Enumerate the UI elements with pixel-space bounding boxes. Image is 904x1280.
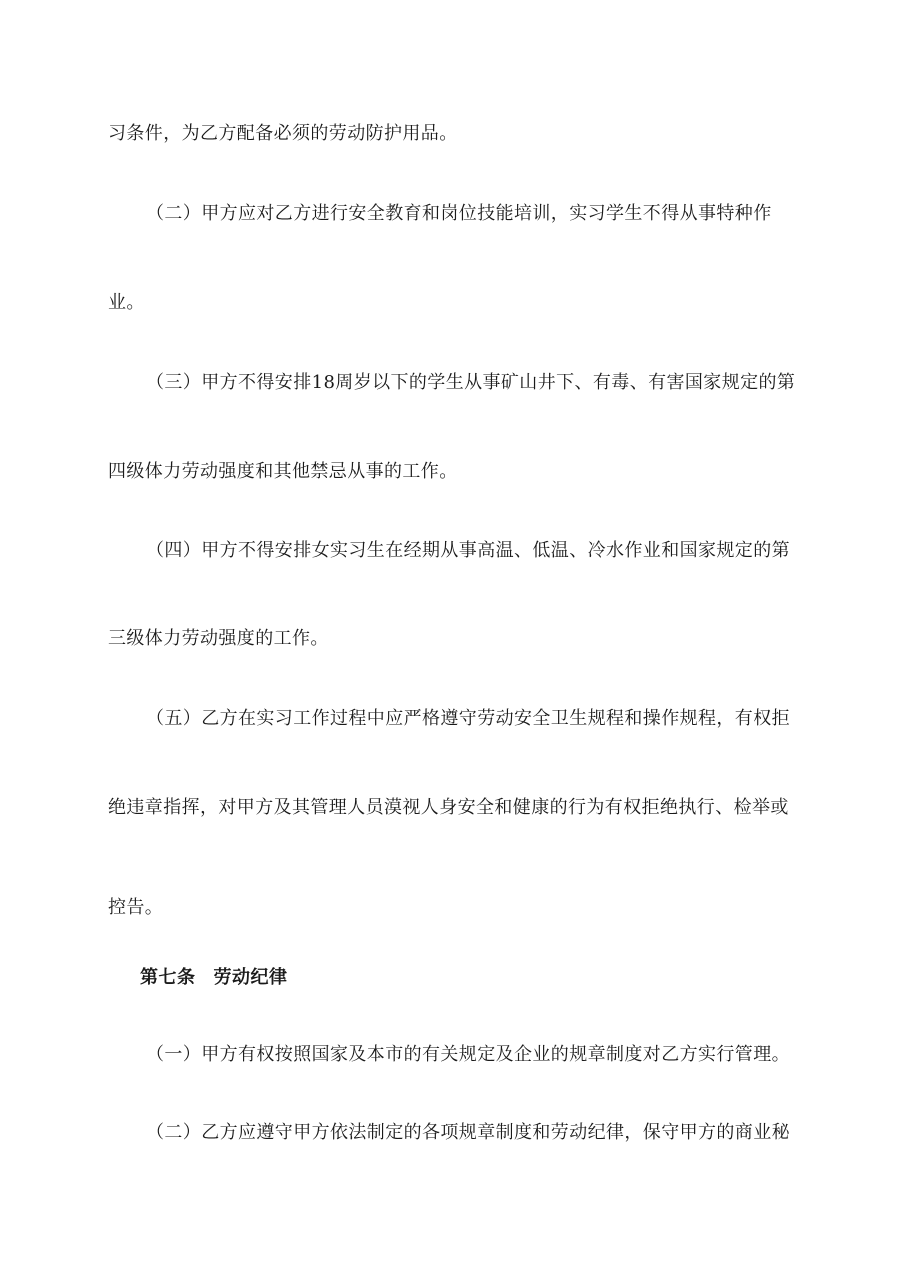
- paragraph-line: 三级体力劳动强度的工作。: [108, 628, 329, 649]
- paragraph-line: （二）乙方应遵守甲方依法制定的各项规章制度和劳动纪律，保守甲方的商业秘: [146, 1122, 790, 1143]
- article-number: 第七条: [140, 967, 196, 988]
- article-title: 劳动纪律: [213, 967, 288, 988]
- paragraph-line: 控告。: [108, 897, 164, 918]
- paragraph-line: 业。: [108, 292, 145, 313]
- paragraph-line: （一）甲方有权按照国家及本市的有关规定及企业的规章制度对乙方实行管理。: [146, 1044, 790, 1065]
- paragraph-line: 四级体力劳动强度和其他禁忌从事的工作。: [108, 461, 458, 482]
- paragraph-line: （五）乙方在实习工作过程中应严格遵守劳动安全卫生规程和操作规程，有权拒: [146, 708, 790, 729]
- paragraph-line: （二）甲方应对乙方进行安全教育和岗位技能培训，实习学生不得从事特种作: [146, 203, 772, 224]
- paragraph-line: 习条件，为乙方配备必须的劳动防护用品。: [108, 123, 458, 144]
- paragraph-line: （四）甲方不得安排女实习生在经期从事高温、低温、冷水作业和国家规定的第: [146, 540, 790, 561]
- article-heading: [140, 966, 830, 990]
- paragraph-line: （三）甲方不得安排18周岁以下的学生从事矿山井下、有毒、有害国家规定的第: [146, 372, 796, 393]
- paragraph-line: 绝违章指挥，对甲方及其管理人员漠视人身安全和健康的行为有权拒绝执行、检举或: [108, 797, 789, 818]
